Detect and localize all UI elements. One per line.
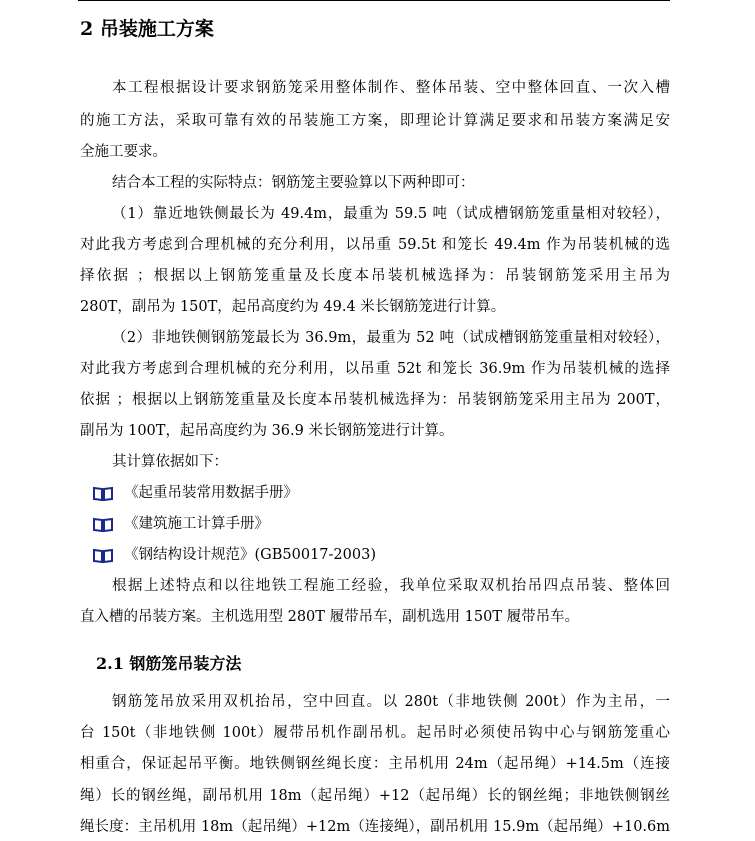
paragraph-line: 绳）长的钢丝绳，副吊机用 18m（起吊绳）+12（起吊绳）长的钢丝绳；非地铁侧钢丝 — [80, 788, 670, 804]
paragraph-line: 结合本工程的实际特点：钢筋笼主要验算以下两种即可： — [112, 175, 475, 191]
reference-item: 《建筑施工计算手册》 — [124, 516, 269, 532]
paragraph-line: 绳长度：主吊机用 18m（起吊绳）+12m（连接绳），副吊机用 15.9m（起吊绳）+10.6m — [80, 819, 670, 835]
paragraph-line: 本工程根据设计要求钢筋笼采用整体制作、整体吊装、空中整体回直、一次入槽 — [112, 80, 670, 96]
paragraph-line: （2）非地铁侧钢筋笼最长为 36.9m，最重为 52 吨（试成槽钢筋笼重量相对较轻）， — [112, 330, 670, 346]
paragraph-line: 依据 ；根据以上钢筋笼重量及长度本吊装机械选择为：吊装钢筋笼采用主吊为 200T， — [80, 392, 670, 408]
paragraph-line: 钢筋笼吊放采用双机抬吊，空中回直。以 280t（非地铁侧 200t）作为主吊，一 — [112, 694, 670, 710]
paragraph-line: 台 150t（非地铁侧 100t）履带吊机作副吊机。起吊时必须使吊钩中心与钢筋笼重心 — [80, 725, 670, 741]
paragraph-line: 对此我方考虑到合理机械的充分利用，以吊重 59.5t 和笼长 49.4m 作为吊装机械的选 — [80, 237, 670, 253]
header-rule — [78, 0, 670, 1]
book-icon — [92, 486, 114, 502]
paragraph-line: 择依据 ；根据以上钢筋笼重量及长度本吊装机械选择为：吊装钢筋笼采用主吊为 — [80, 268, 670, 284]
section-heading: 2 吊装施工方案 — [80, 18, 214, 40]
paragraph-line: 280T，副吊为 150T，起吊高度约为 49.4 米长钢筋笼进行计算。 — [80, 299, 506, 315]
paragraph-line: 根据上述特点和以往地铁工程施工经验，我单位采取双机抬吊四点吊装、整体回 — [112, 578, 670, 594]
paragraph-line: 相重合，保证起吊平衡。地铁侧钢丝绳长度：主吊机用 24m（起吊绳）+14.5m（连接 — [80, 756, 670, 772]
subsection-heading: 2.1 钢筋笼吊装方法 — [96, 654, 242, 673]
reference-item: 《起重吊装常用数据手册》 — [124, 485, 298, 501]
reference-item: 《钢结构设计规范》(GB50017-2003) — [124, 547, 376, 563]
paragraph-line: 其计算依据如下： — [112, 454, 228, 470]
paragraph-line: 直入槽的吊装方案。主机选用型 280T 履带吊车，副机选用 150T 履带吊车。 — [80, 609, 580, 625]
book-icon — [92, 548, 114, 564]
paragraph-line: 副吊为 100T，起吊高度约为 36.9 米长钢筋笼进行计算。 — [80, 423, 454, 439]
paragraph-line: （1）靠近地铁侧最长为 49.4m，最重为 59.5 吨（试成槽钢筋笼重量相对较轻）， — [112, 206, 670, 222]
paragraph-line: 对此我方考虑到合理机械的充分利用，以吊重 52t 和笼长 36.9m 作为吊装机械的选择 — [80, 361, 670, 377]
paragraph-line: 全施工要求。 — [80, 144, 167, 160]
book-icon — [92, 517, 114, 533]
paragraph-line: 的施工方法，采取可靠有效的吊装施工方案，即理论计算满足要求和吊装方案满足安 — [80, 113, 670, 129]
